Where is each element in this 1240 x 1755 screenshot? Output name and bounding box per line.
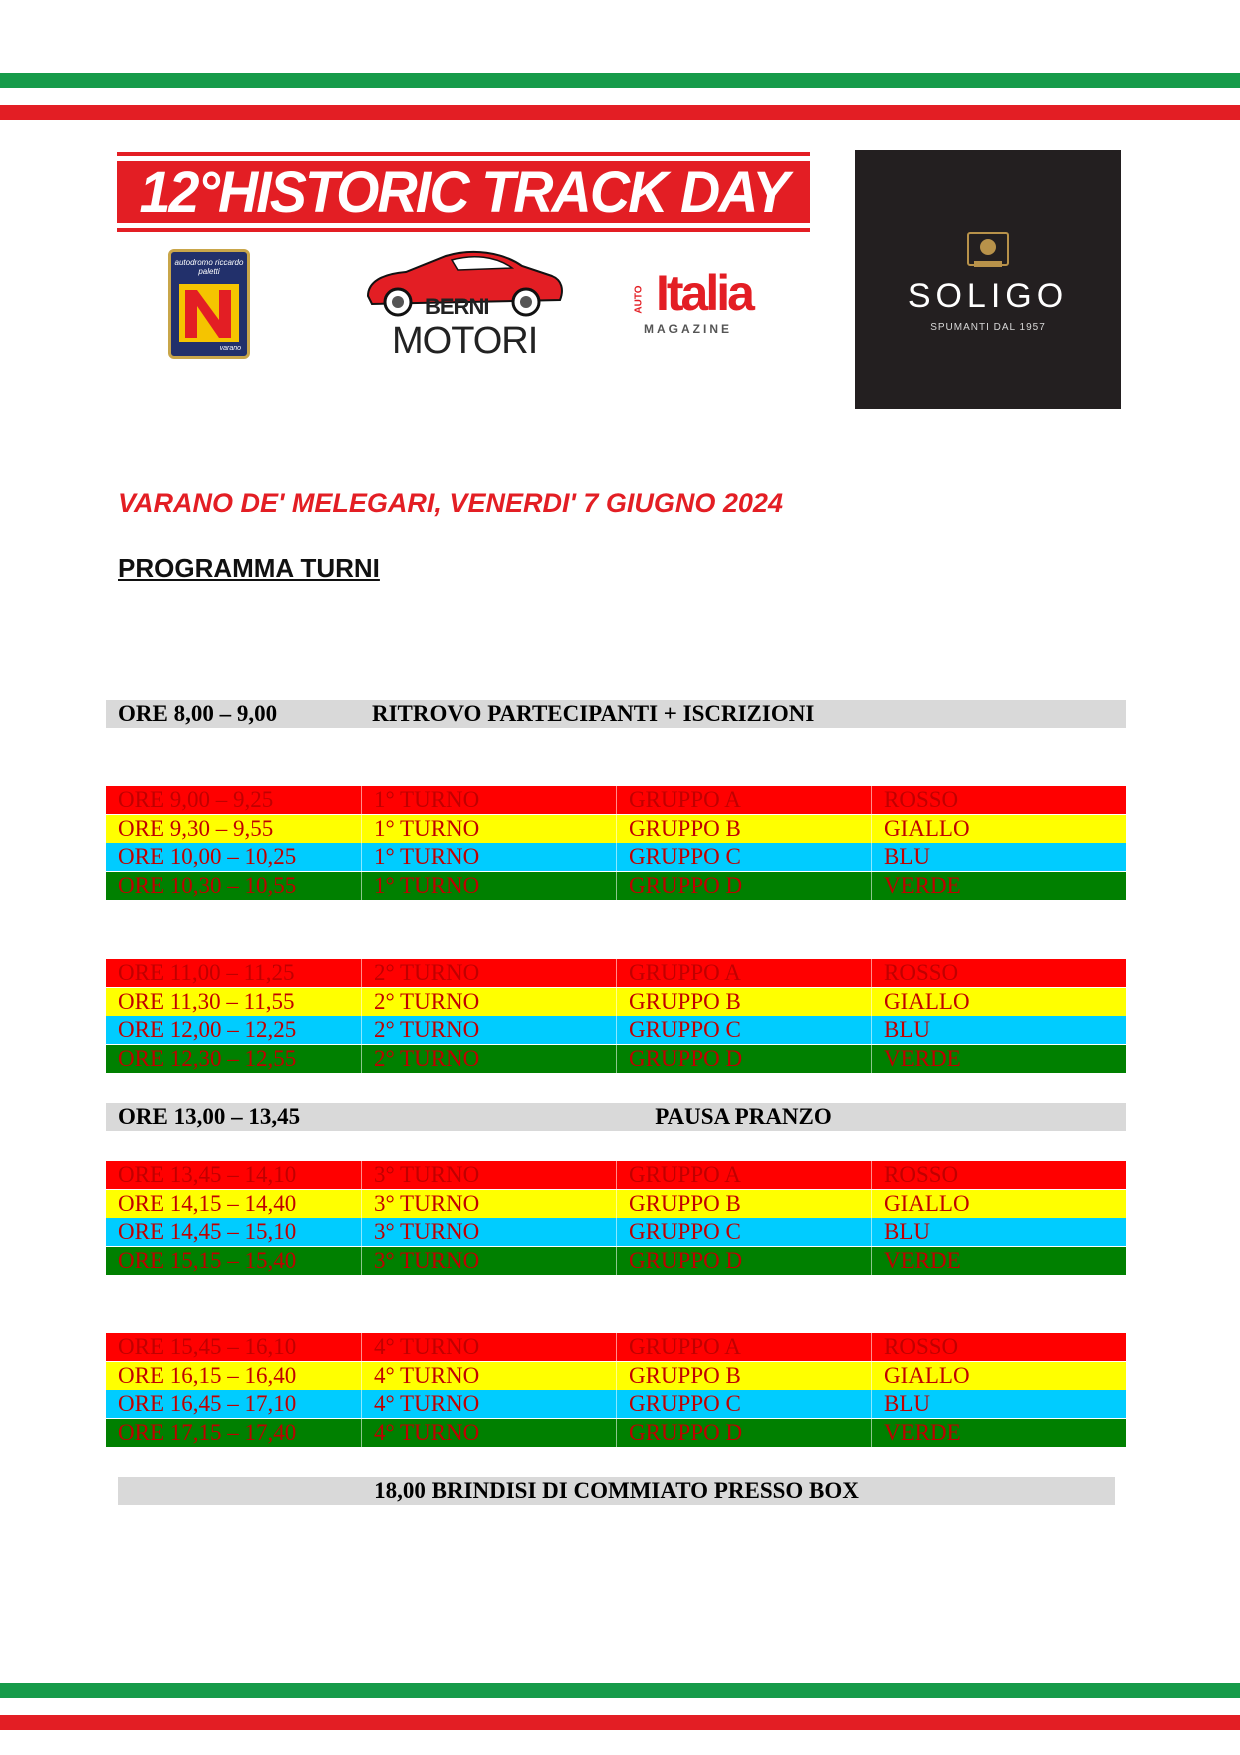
schedule-cell-turn: 1° TURNO <box>361 815 616 843</box>
schedule-cell-color: GIALLO <box>871 988 1126 1016</box>
bottom-stripe-white <box>0 1698 1240 1715</box>
schedule-cell-group: GRUPPO D <box>616 1045 871 1073</box>
schedule-row <box>106 1362 1126 1390</box>
event-banner <box>117 152 810 232</box>
schedule-cell-turn: 3° TURNO <box>361 1190 616 1218</box>
schedule-cell-time: ORE 10,30 – 10,55 <box>118 872 297 898</box>
top-stripe-green <box>0 73 1240 88</box>
schedule-cell-time: ORE 15,15 – 15,40 <box>118 1247 297 1273</box>
arrival-label: RITROVO PARTECIPANTI + ISCRIZIONI <box>372 701 815 726</box>
schedule-row <box>106 1190 1126 1218</box>
schedule-row <box>106 872 1126 900</box>
schedule-cell-group: GRUPPO B <box>616 1362 871 1390</box>
top-stripe-white <box>0 88 1240 105</box>
schedule-cell-time: ORE 14,45 – 15,10 <box>118 1219 297 1245</box>
arrival-time: ORE 8,00 – 9,00 <box>118 701 278 726</box>
berni-motori-logo <box>362 246 566 362</box>
schedule-cell-color: ROSSO <box>871 786 1126 814</box>
schedule-cell-group: GRUPPO B <box>616 815 871 843</box>
soligo-sub: SPUMANTI DAL 1957 <box>930 321 1046 333</box>
schedule-row <box>106 1390 1126 1418</box>
schedule-cell-group: GRUPPO C <box>616 1390 871 1418</box>
schedule-cell-time: ORE 16,45 – 17,10 <box>118 1391 297 1417</box>
lunch-label: PAUSA PRANZO <box>655 1104 832 1129</box>
schedule-row <box>106 988 1126 1016</box>
schedule-cell-turn: 2° TURNO <box>361 988 616 1016</box>
auto-word: AUTO <box>633 285 645 314</box>
auto-italia-logo <box>633 265 783 336</box>
schedule-cell-time: ORE 17,15 – 17,40 <box>118 1419 297 1445</box>
schedule-cell-color: BLU <box>871 1016 1126 1044</box>
schedule-cell-color: ROSSO <box>871 959 1126 987</box>
schedule-cell-color: VERDE <box>871 1247 1126 1275</box>
schedule-cell-color: VERDE <box>871 1419 1126 1447</box>
lunch-time: ORE 13,00 – 13,45 <box>118 1104 301 1129</box>
schedule-row <box>106 843 1126 871</box>
magazine-word: MAGAZINE <box>644 322 732 336</box>
top-stripe-red <box>0 105 1240 120</box>
schedule-cell-time: ORE 14,15 – 14,40 <box>118 1190 297 1216</box>
schedule-cell-color: ROSSO <box>871 1333 1126 1361</box>
schedule-row <box>106 1247 1126 1275</box>
event-date-heading: VARANO DE' MELEGARI, VENERDI' 7 GIUGNO 2024 <box>118 488 783 518</box>
schedule-cell-time: ORE 11,30 – 11,55 <box>118 988 295 1014</box>
berni-word: BERNI <box>425 294 489 319</box>
schedule-cell-turn: 1° TURNO <box>361 843 616 871</box>
schedule-cell-color: BLU <box>871 1218 1126 1246</box>
schedule-cell-time: ORE 13,45 – 14,10 <box>118 1162 297 1187</box>
italia-word: Italia <box>656 265 752 321</box>
crest-icon <box>960 227 1016 271</box>
schedule-cell-color: BLU <box>871 843 1126 871</box>
schedule-cell-turn: 4° TURNO <box>361 1419 616 1447</box>
schedule-row <box>106 1419 1126 1447</box>
schedule-cell-time: ORE 15,45 – 16,10 <box>118 1334 297 1359</box>
schedule-cell-time: ORE 9,30 – 9,55 <box>118 815 274 841</box>
schedule-cell-color: VERDE <box>871 872 1126 900</box>
closing-label: 18,00 BRINDISI DI COMMIATO PRESSO BOX <box>374 1478 859 1503</box>
lunch-row <box>106 1103 1126 1131</box>
autodromo-mark-icon <box>179 284 239 342</box>
schedule-cell-group: GRUPPO D <box>616 1247 871 1275</box>
schedule-cell-time: ORE 10,00 – 10,25 <box>118 844 297 870</box>
schedule-cell-turn: 2° TURNO <box>361 959 616 987</box>
schedule-row <box>106 815 1126 843</box>
schedule-row <box>106 786 1126 814</box>
schedule-row <box>106 959 1126 987</box>
schedule-cell-time: ORE 12,00 – 12,25 <box>118 1017 297 1043</box>
schedule-cell-time: ORE 9,00 – 9,25 <box>118 787 274 812</box>
bottom-stripe-red <box>0 1715 1240 1730</box>
schedule-cell-group: GRUPPO C <box>616 843 871 871</box>
schedule-cell-group: GRUPPO D <box>616 1419 871 1447</box>
schedule-cell-group: GRUPPO A <box>616 1333 871 1361</box>
schedule-cell-group: GRUPPO C <box>616 1218 871 1246</box>
schedule-cell-turn: 3° TURNO <box>361 1161 616 1189</box>
schedule-row <box>106 1161 1126 1189</box>
bottom-stripe-green <box>0 1683 1240 1698</box>
schedule-cell-turn: 1° TURNO <box>361 786 616 814</box>
autodromo-text: autodromo riccardo paletti <box>174 258 244 276</box>
schedule-cell-turn: 2° TURNO <box>361 1016 616 1044</box>
schedule-cell-color: GIALLO <box>871 1362 1126 1390</box>
schedule-cell-turn: 1° TURNO <box>361 872 616 900</box>
schedule-row <box>106 1016 1126 1044</box>
program-heading: PROGRAMMA TURNI <box>118 553 380 583</box>
schedule-cell-time: ORE 12,30 – 12,55 <box>118 1045 297 1071</box>
schedule-cell-group: GRUPPO B <box>616 988 871 1016</box>
schedule-cell-group: GRUPPO A <box>616 959 871 987</box>
schedule-cell-group: GRUPPO C <box>616 1016 871 1044</box>
schedule-row <box>106 1218 1126 1246</box>
schedule-row <box>106 1045 1126 1073</box>
schedule-cell-turn: 4° TURNO <box>361 1362 616 1390</box>
schedule-cell-color: VERDE <box>871 1045 1126 1073</box>
closing-row <box>118 1477 1115 1505</box>
schedule-cell-group: GRUPPO D <box>616 872 871 900</box>
schedule-cell-turn: 4° TURNO <box>361 1333 616 1361</box>
arrival-row <box>106 700 1126 728</box>
schedule-row <box>106 1333 1126 1361</box>
schedule-cell-turn: 2° TURNO <box>361 1045 616 1073</box>
schedule-cell-turn: 4° TURNO <box>361 1390 616 1418</box>
soligo-logo <box>855 150 1121 409</box>
schedule-cell-color: BLU <box>871 1390 1126 1418</box>
schedule-cell-group: GRUPPO B <box>616 1190 871 1218</box>
schedule-cell-turn: 3° TURNO <box>361 1218 616 1246</box>
schedule-cell-time: ORE 16,15 – 16,40 <box>118 1362 297 1388</box>
schedule-cell-color: GIALLO <box>871 815 1126 843</box>
schedule-cell-color: ROSSO <box>871 1161 1126 1189</box>
motori-word: MOTORI <box>392 320 538 362</box>
schedule-cell-color: GIALLO <box>871 1190 1126 1218</box>
soligo-name: SOLIGO <box>907 276 1069 315</box>
autodromo-place: varano <box>219 345 241 352</box>
schedule-cell-turn: 3° TURNO <box>361 1247 616 1275</box>
schedule-cell-group: GRUPPO A <box>616 786 871 814</box>
banner-title: 12°HISTORIC TRACK DAY <box>139 159 788 225</box>
autodromo-logo <box>168 249 250 359</box>
schedule-cell-time: ORE 11,00 – 11,25 <box>118 960 295 985</box>
schedule-cell-group: GRUPPO A <box>616 1161 871 1189</box>
